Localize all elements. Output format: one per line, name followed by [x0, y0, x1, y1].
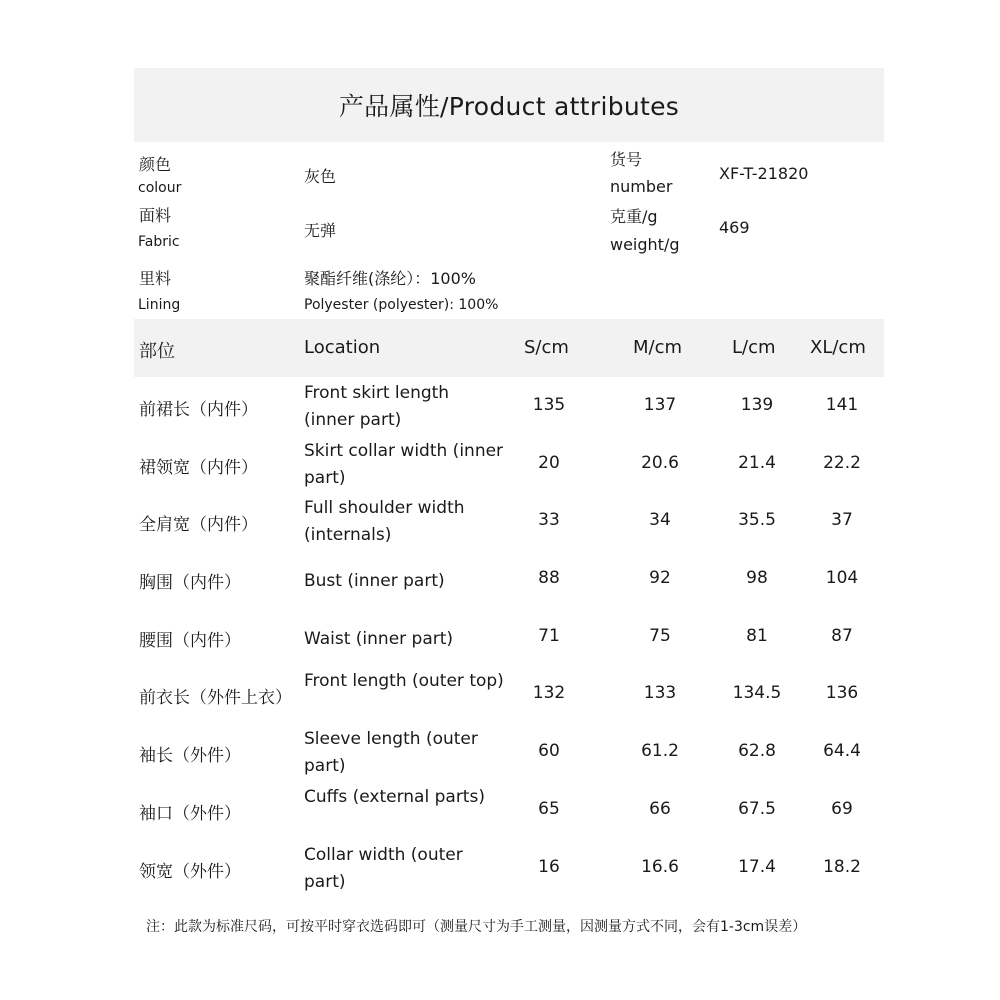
- header-size-s: S/cm: [524, 337, 569, 358]
- colour-label-cn: 颜色: [139, 155, 172, 174]
- row-value-l: 81: [746, 625, 768, 646]
- row-location-en: Sleeve length (outer part): [304, 729, 478, 777]
- row-location-en: Front skirt length (inner part): [304, 383, 450, 430]
- table-row: [134, 665, 884, 723]
- page-title: 产品属性/Product attributes: [134, 68, 884, 142]
- weight-label-en: weight/g: [610, 235, 680, 254]
- fabric-label-en: Fabric: [138, 234, 180, 250]
- size-table-body: [134, 377, 884, 896]
- table-row: [134, 839, 884, 897]
- row-value-m: 133: [643, 683, 677, 704]
- weight-label-cn: 克重/g: [610, 207, 658, 226]
- row-value-s: 20: [538, 452, 560, 473]
- fabric-value: 无弹: [304, 221, 337, 240]
- lining-label-cn: 里料: [139, 269, 172, 288]
- row-value-l: 139: [740, 395, 774, 415]
- row-value-s: 33: [538, 510, 560, 531]
- row-value-s: 65: [538, 798, 560, 819]
- table-row: [134, 781, 884, 839]
- header-part: 部位: [139, 341, 175, 362]
- row-value-xl: 37: [831, 510, 853, 531]
- row-value-m: 75: [649, 625, 671, 646]
- row-value-l: 21.4: [738, 452, 776, 473]
- row-value-s: 132: [532, 683, 566, 704]
- row-value-m: 92: [649, 568, 671, 589]
- table-row: [134, 492, 884, 550]
- row-part-cn: 胸围（内件）: [139, 573, 241, 594]
- table-row: [134, 435, 884, 493]
- row-location-en: Waist (inner part): [304, 628, 454, 649]
- row-value-s: 135: [532, 395, 566, 415]
- row-part-cn: 领宽（外件）: [139, 861, 241, 882]
- colour-label-en: colour: [138, 180, 182, 196]
- attr-row-lining: [134, 260, 884, 319]
- row-value-s: 88: [538, 568, 560, 589]
- row-value-l: 98: [746, 568, 768, 589]
- header-location: Location: [304, 337, 381, 358]
- number-label-en: number: [610, 177, 673, 196]
- table-row: [134, 608, 884, 666]
- row-value-l: 67.5: [738, 798, 776, 819]
- row-value-m: 16.6: [641, 856, 679, 877]
- header-size-l: L/cm: [732, 337, 776, 358]
- number-value: XF-T-21820: [719, 164, 809, 183]
- row-value-xl: 22.2: [823, 452, 861, 473]
- row-location-en: Cuffs (external parts): [304, 786, 485, 807]
- row-value-l: 17.4: [738, 856, 776, 877]
- header-size-xl: XL/cm: [810, 337, 866, 358]
- product-attributes-sheet: [134, 68, 884, 896]
- row-value-l: 134.5: [732, 683, 782, 704]
- row-part-cn: 袖长（外件）: [139, 746, 241, 767]
- row-value-xl: 136: [825, 683, 859, 704]
- row-value-m: 66: [649, 798, 671, 819]
- row-location-en: Front length (outer top): [304, 671, 504, 692]
- lining-label-en: Lining: [138, 297, 181, 313]
- row-part-cn: 腰围（内件）: [139, 630, 241, 651]
- sizing-footnote: 注：此款为标准尺码，可按平时穿衣选码即可（测量尺寸为手工测量，因测量方式不同，会有1-3cm误差）: [146, 919, 807, 935]
- row-part-cn: 前衣长（外件上衣）: [139, 688, 292, 709]
- row-value-m: 61.2: [641, 741, 679, 762]
- row-value-s: 60: [538, 741, 560, 762]
- fabric-label-cn: 面料: [139, 206, 172, 225]
- row-value-m: 137: [643, 395, 677, 415]
- row-value-s: 16: [538, 856, 560, 877]
- row-part-cn: 袖口（外件）: [139, 803, 241, 824]
- row-value-l: 62.8: [738, 741, 776, 762]
- weight-value: 469: [719, 218, 750, 237]
- row-value-xl: 104: [825, 568, 859, 589]
- row-value-xl: 141: [825, 395, 859, 415]
- row-value-xl: 18.2: [823, 856, 861, 877]
- attr-row-fabric: [134, 201, 884, 260]
- header-size-m: M/cm: [633, 337, 683, 358]
- row-value-l: 35.5: [738, 510, 776, 531]
- lining-value-cn: 聚酯纤维(涤纶）：100%: [304, 269, 476, 288]
- row-part-cn: 裙领宽（内件）: [139, 457, 258, 478]
- row-value-xl: 69: [831, 798, 853, 819]
- lining-value-en: Polyester (polyester): 100%: [304, 297, 499, 313]
- colour-value: 灰色: [304, 167, 337, 186]
- row-part-cn: 前裙长（内件）: [139, 400, 258, 420]
- row-value-xl: 87: [831, 625, 853, 646]
- row-location-en: Collar width (outer part): [304, 844, 463, 892]
- row-value-s: 71: [538, 625, 560, 646]
- attr-row-colour: [134, 142, 884, 201]
- table-row: [134, 550, 884, 608]
- row-location-en: Skirt collar width (inner part): [304, 440, 504, 488]
- row-value-m: 20.6: [641, 452, 679, 473]
- number-label-cn: 货号: [610, 150, 643, 169]
- size-table-header: [134, 319, 884, 377]
- table-row: [134, 377, 884, 435]
- row-location-en: Full shoulder width (internals): [304, 498, 465, 546]
- row-value-m: 34: [649, 510, 671, 531]
- table-row: [134, 723, 884, 781]
- row-part-cn: 全肩宽（内件）: [139, 515, 258, 536]
- row-location-en: Bust (inner part): [304, 571, 445, 592]
- row-value-xl: 64.4: [823, 741, 861, 762]
